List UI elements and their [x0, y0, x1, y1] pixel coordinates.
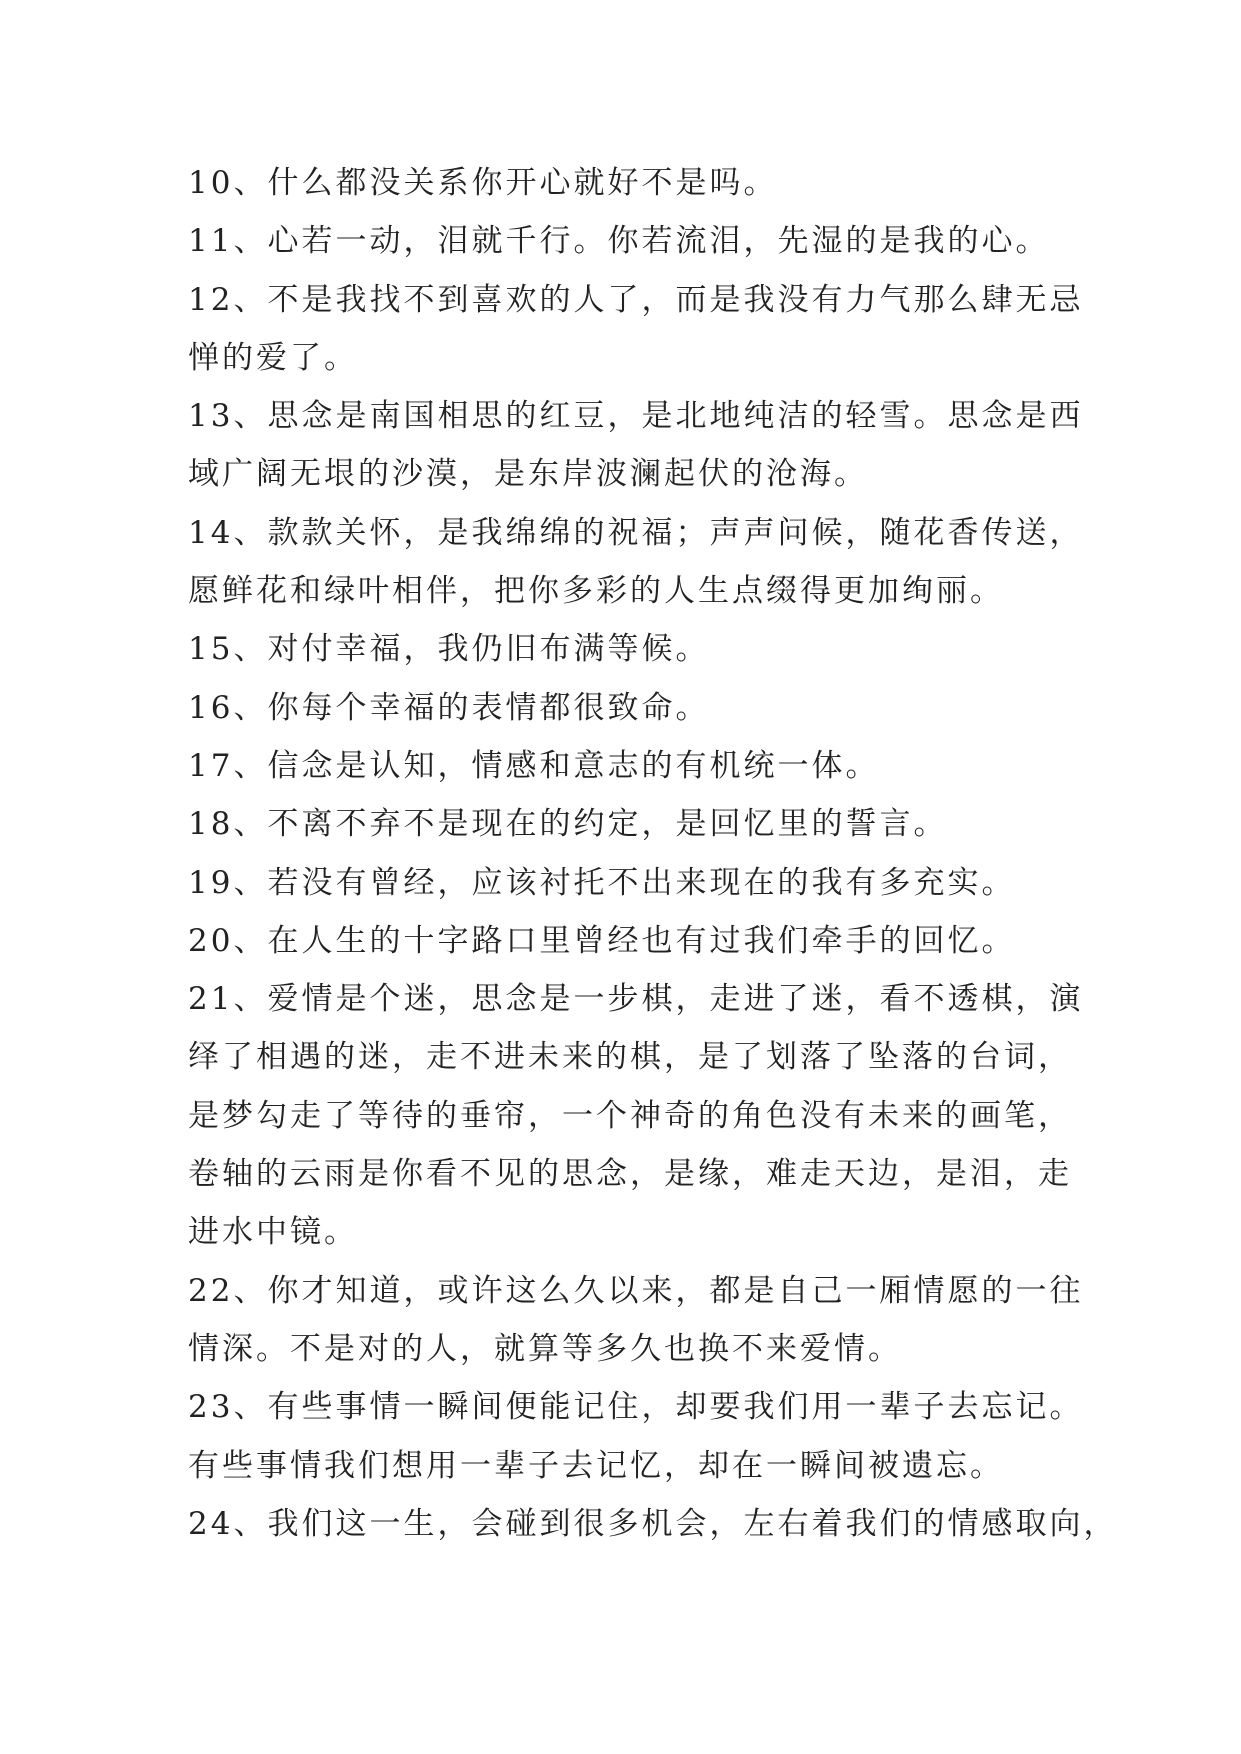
text-line: 12、不是我找不到喜欢的人了，而是我没有力气那么肆无忌: [188, 281, 1084, 318]
text-line: 11、心若一动，泪就千行。你若流泪，先湿的是我的心。: [188, 223, 1050, 260]
text-line: 14、款款关怀，是我绵绵的祝福；声声问候，随花香传送，: [188, 514, 1084, 551]
text-line: 16、你每个幸福的表情都很致命。: [188, 689, 710, 726]
text-line: 17、信念是认知，情感和意志的有机统一体。: [188, 747, 880, 784]
text-line: 22、你才知道，或许这么久以来，都是自己一厢情愿的一往: [188, 1272, 1084, 1309]
text-line: 15、对付幸福，我仍旧布满等候。: [188, 631, 710, 668]
text-line: 20、在人生的十字路口里曾经也有过我们牵手的回忆。: [188, 922, 1016, 959]
text-line: 21、爱情是个迷，思念是一步棋，走进了迷，看不透棋，演: [188, 981, 1084, 1018]
text-line: 18、不离不弃不是现在的约定，是回忆里的誓言。: [188, 806, 948, 843]
text-line: 绎了相遇的迷，走不进未来的棋，是了划落了坠落的台词，: [188, 1039, 1072, 1076]
text-line: 愿鲜花和绿叶相伴，把你多彩的人生点缀得更加绚丽。: [188, 573, 1004, 610]
document-body: [188, 154, 1118, 1553]
text-line: 19、若没有曾经，应该衬托不出来现在的我有多充实。: [188, 864, 1016, 901]
text-line: 13、思念是南国相思的红豆，是北地纯洁的轻雪。思念是西: [188, 398, 1084, 435]
text-line: 情深。不是对的人，就算等多久也换不来爱情。: [188, 1330, 902, 1367]
text-line: 23、有些事情一瞬间便能记住，却要我们用一辈子去忘记。: [188, 1389, 1084, 1426]
text-line: 进水中镜。: [188, 1214, 358, 1251]
text-line: 10、什么都没关系你开心就好不是吗。: [188, 165, 778, 201]
text-line: 24、我们这一生，会碰到很多机会，左右着我们的情感取向，: [188, 1505, 1118, 1542]
text-line: 是梦勾走了等待的垂帘，一个神奇的角色没有未来的画笔，: [188, 1097, 1072, 1134]
text-line: 卷轴的云雨是你看不见的思念，是缘，难走天边，是泪，走: [188, 1156, 1072, 1193]
text-line: 有些事情我们想用一辈子去记忆，却在一瞬间被遗忘。: [188, 1447, 1004, 1484]
text-line: 域广阔无垠的沙漠，是东岸波澜起伏的沧海。: [188, 456, 868, 493]
text-line: 惮的爱了。: [188, 339, 358, 376]
